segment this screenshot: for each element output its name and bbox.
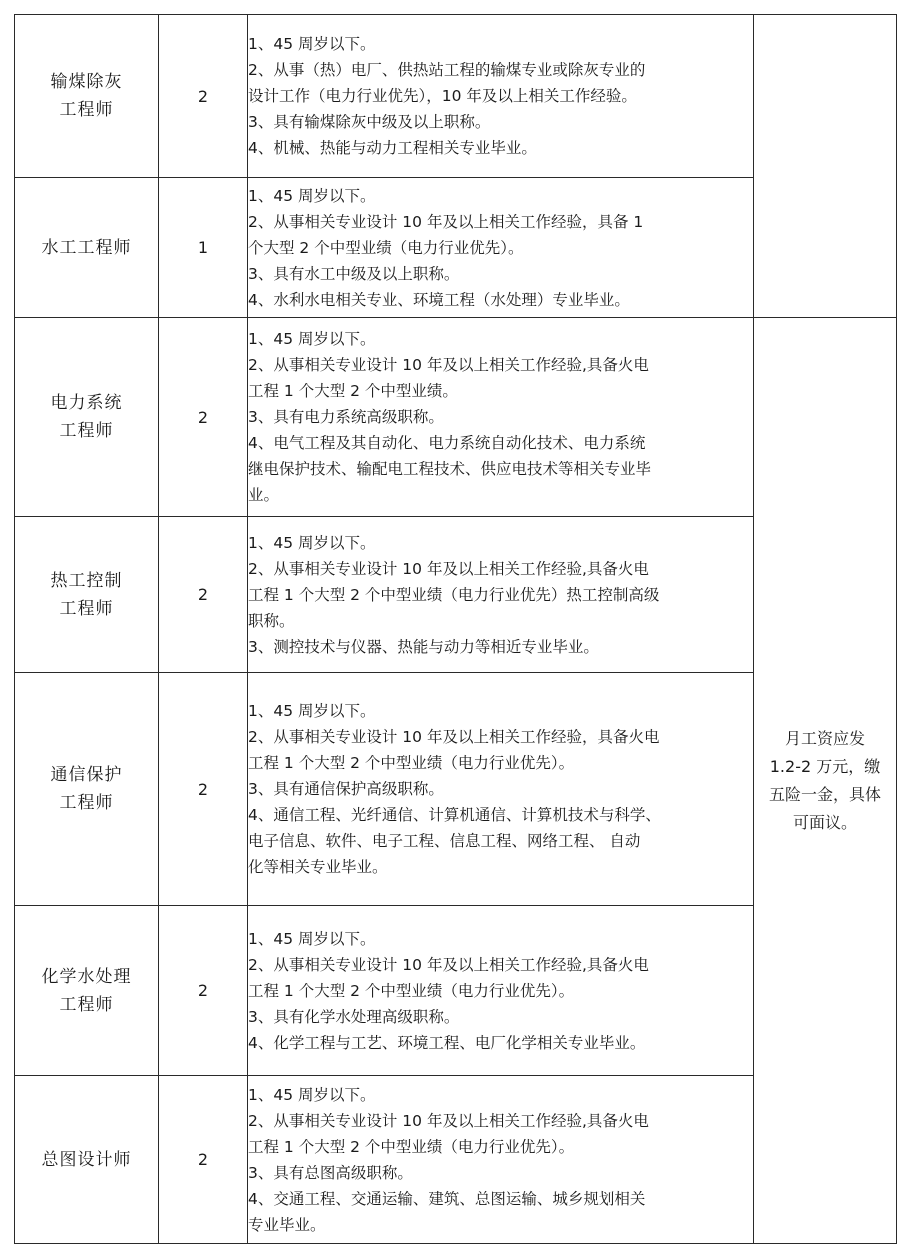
requirement-line: 2、从事相关专业设计 10 年及以上相关工作经验,具备火电 (248, 356, 649, 374)
requirements (248, 673, 754, 906)
pay-note-line: 月工资应发 (784, 728, 865, 748)
position-title-line: 通信保护 (50, 765, 123, 785)
position-title-line: 工程师 (59, 598, 114, 619)
pay-cell-empty (754, 15, 897, 318)
requirement-line: 业。 (248, 486, 280, 504)
requirement-line: 设计工作（电力行业优先），10 年及以上相关工作经验。 (248, 87, 637, 105)
requirement-line: 2、从事相关专业设计 10 年及以上相关工作经验,具备火电 (248, 955, 649, 974)
position-title (15, 178, 159, 318)
position-title-line: 电力系统 (50, 393, 123, 413)
position-title-line: 输煤除灰 (50, 72, 123, 92)
headcount: 1 (159, 178, 248, 318)
position-title (15, 673, 159, 906)
requirement-line: 1、45 周岁以下。 (248, 330, 376, 348)
position-title-line: 工程师 (59, 994, 114, 1015)
requirement-line: 3、具有电力系统高级职称。 (248, 408, 444, 426)
job-row (15, 318, 897, 517)
headcount: 2 (159, 15, 248, 178)
requirement-line: 1、45 周岁以下。 (248, 35, 376, 53)
requirement-line: 4、电气工程及其自动化、电力系统自动化技术、电力系统 (248, 434, 646, 452)
requirement-line: 工程 1 个大型 2 个中型业绩（电力行业优先）。 (248, 981, 575, 1000)
requirements (248, 15, 754, 178)
requirements (248, 318, 754, 517)
position-title (15, 318, 159, 517)
requirement-line: 个大型 2 个中型业绩（电力行业优先）。 (248, 238, 524, 257)
requirement-line: 工程 1 个大型 2 个中型业绩（电力行业优先）热工控制高级 (248, 585, 660, 604)
job-row (15, 15, 897, 178)
requirements (248, 517, 754, 673)
requirement-line: 2、从事相关专业设计 10 年及以上相关工作经验,具备火电 (248, 559, 649, 578)
requirement-line: 4、机械、热能与动力工程相关专业毕业。 (248, 139, 537, 157)
requirement-line: 3、具有通信保护高级职称。 (248, 780, 444, 798)
requirement-line: 4、交通工程、交通运输、建筑、总图运输、城乡规划相关 (248, 1189, 646, 1208)
position-title (15, 1076, 159, 1244)
headcount: 2 (159, 1076, 248, 1244)
requirement-line: 继电保护技术、输配电工程技术、供应电技术等相关专业毕 (248, 460, 652, 478)
requirement-line: 3、具有水工中级及以上职称。 (248, 264, 460, 283)
position-title-line: 工程师 (59, 421, 114, 441)
position-title-line: 水工工程师 (41, 237, 132, 258)
requirement-line: 化等相关专业毕业。 (248, 858, 388, 876)
requirement-line: 4、通信工程、光纤通信、计算机通信、计算机技术与科学、 (248, 806, 661, 824)
requirement-line: 专业毕业。 (248, 1215, 326, 1234)
pay-note-line: 1.2-2 万元，缴 (769, 756, 881, 776)
pay-note-line: 五险一金，具体 (768, 784, 881, 804)
job-table (14, 14, 897, 1244)
requirement-line: 1、45 周岁以下。 (248, 533, 376, 552)
requirement-line: 4、化学工程与工艺、环境工程、电厂化学相关专业毕业。 (248, 1033, 646, 1052)
requirement-line: 工程 1 个大型 2 个中型业绩。 (248, 382, 458, 400)
requirement-line: 1、45 周岁以下。 (248, 1085, 376, 1104)
requirement-line: 3、具有总图高级职称。 (248, 1163, 413, 1182)
headcount: 2 (159, 318, 248, 517)
headcount: 2 (159, 673, 248, 906)
requirement-line: 2、从事相关专业设计 10 年及以上相关工作经验,具备火电 (248, 1111, 649, 1130)
requirement-line: 工程 1 个大型 2 个中型业绩（电力行业优先）。 (248, 754, 575, 772)
requirements (248, 178, 754, 318)
requirement-line: 工程 1 个大型 2 个中型业绩（电力行业优先）。 (248, 1137, 575, 1156)
job-table-body (15, 15, 897, 1244)
requirement-line: 4、水利水电相关专业、环境工程（水处理）专业毕业。 (248, 290, 630, 309)
requirement-line: 1、45 周岁以下。 (248, 186, 376, 205)
position-title-line: 工程师 (59, 793, 114, 813)
requirement-line: 3、测控技术与仪器、热能与动力等相近专业毕业。 (248, 637, 599, 656)
position-title-line: 总图设计师 (41, 1149, 132, 1170)
position-title-line: 化学水处理 (41, 966, 132, 987)
requirement-line: 2、从事相关专业设计 10 年及以上相关工作经验，具备火电 (248, 728, 660, 746)
requirement-line: 职称。 (248, 611, 295, 630)
position-title (15, 906, 159, 1076)
requirement-line: 3、具有化学水处理高级职称。 (248, 1007, 460, 1026)
requirement-line: 3、具有输煤除灰中级及以上职称。 (248, 113, 491, 131)
requirement-line: 电子信息、软件、电子工程、信息工程、网络工程、 自动 (248, 832, 641, 850)
position-title-line: 热工控制 (50, 570, 123, 591)
requirement-line: 1、45 周岁以下。 (248, 702, 376, 720)
position-title-line: 工程师 (59, 100, 114, 120)
headcount: 2 (159, 906, 248, 1076)
position-title (15, 517, 159, 673)
pay-note (754, 318, 897, 1244)
requirement-line: 2、从事相关专业设计 10 年及以上相关工作经验，具备 1 (248, 212, 644, 231)
position-title (15, 15, 159, 178)
requirement-line: 1、45 周岁以下。 (248, 929, 376, 948)
pay-note-line: 可面议。 (792, 812, 857, 832)
requirement-line: 2、从事（热）电厂、供热站工程的输煤专业或除灰专业的 (248, 61, 646, 79)
requirements (248, 906, 754, 1076)
headcount: 2 (159, 517, 248, 673)
requirements (248, 1076, 754, 1244)
